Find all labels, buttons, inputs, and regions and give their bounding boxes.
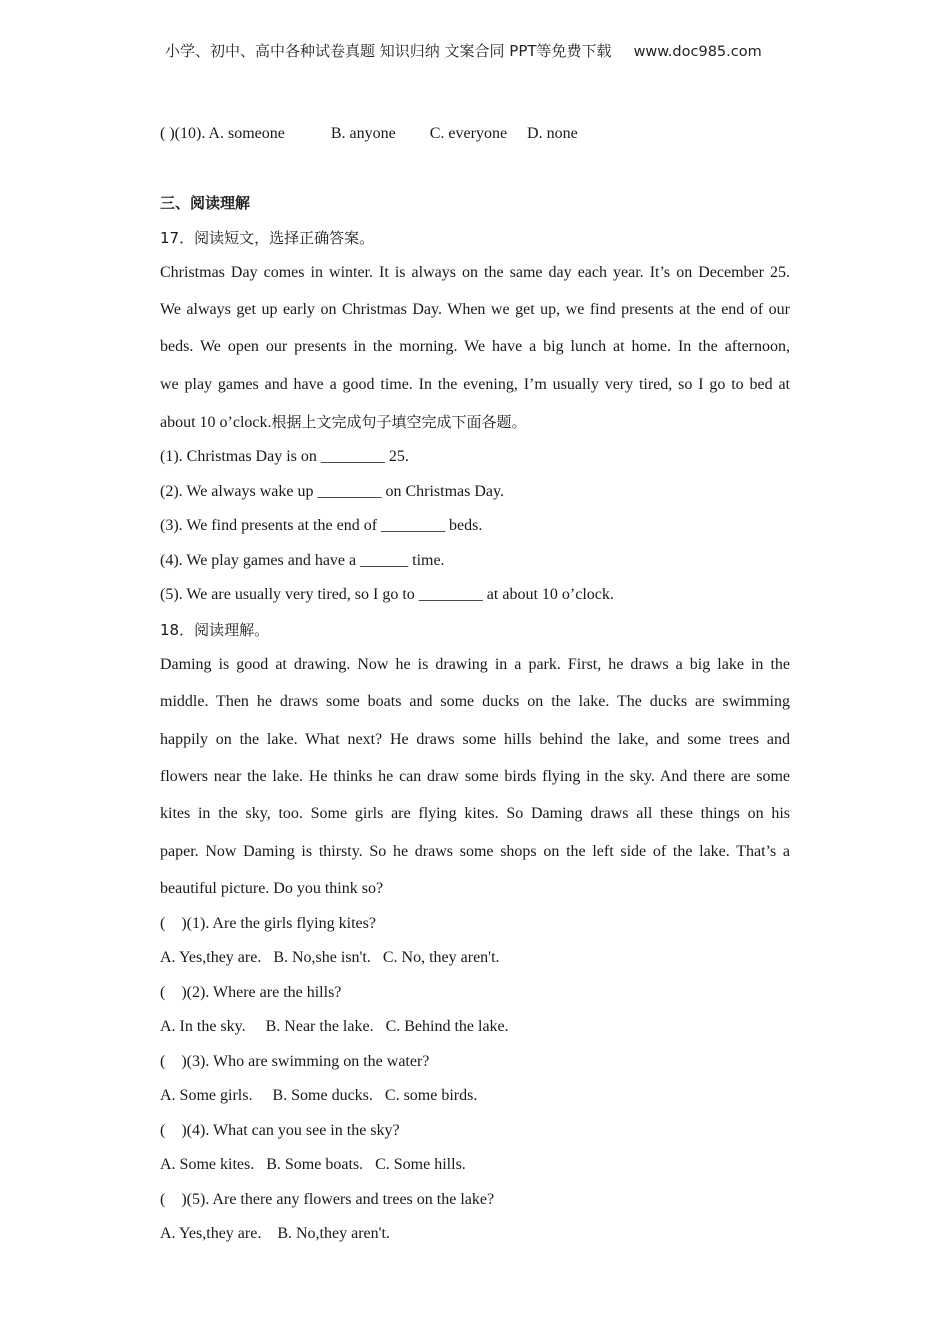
q18-question: ( )(4). What can you see in the sky?: [160, 1122, 400, 1139]
q17-passage-end: about 10 o’clock.: [160, 414, 272, 431]
q18-passage-last-line: beautiful picture. Do you think so?: [160, 880, 384, 897]
q17-item: (2). We always wake up ________ on Christmas Day.: [160, 483, 504, 500]
header-text: 小学、初中、高中各种试卷真题 知识归纳 文案合同 PPT等免费下载: [165, 42, 612, 60]
q18-passage-line: paper. Now Daming is thirsty. So he draws some shops on the left side of the lake. That’s a: [160, 843, 790, 860]
q18-options: A. Some kites. B. Some boats. C. Some hills.: [160, 1156, 466, 1173]
q17-passage-line: We always get up early on Christmas Day. When we get up, we find presents at the end of our: [160, 301, 790, 318]
q17-item: (5). We are usually very tired, so I go to ________ at about 10 o’clock.: [160, 586, 614, 603]
q10-option-d: D. none: [527, 125, 578, 142]
q18-passage-line: happily on the lake. What next? He draws some hills behind the lake, and some trees and: [160, 731, 790, 748]
q17-title: 17．阅读短文，选择正确答案。: [160, 229, 375, 247]
q18-options: A. Some girls. B. Some ducks. C. some birds.: [160, 1087, 478, 1104]
q18-options: A. Yes,they are. B. No,they aren't.: [160, 1225, 390, 1242]
q18-options: A. In the sky. B. Near the lake. C. Behind the lake.: [160, 1018, 509, 1035]
q10-option-a: ( )(10). A. someone: [160, 125, 285, 142]
q18-passage-line: middle. Then he draws some boats and some ducks on the lake. The ducks are swimming: [160, 693, 790, 710]
q17-item: (1). Christmas Day is on ________ 25.: [160, 448, 409, 465]
section-title: 三、阅读理解: [160, 194, 251, 212]
q18-passage-line: flowers near the lake. He thinks he can draw some birds flying in the sky. And there are some: [160, 768, 790, 785]
q18-title: 18．阅读理解。: [160, 621, 270, 639]
q17-passage-line: we play games and have a good time. In the evening, I’m usually very tired, so I go to bed at: [160, 376, 790, 393]
q18-question: ( )(3). Who are swimming on the water?: [160, 1053, 430, 1070]
q17-instruction: 根据上文完成句子填空完成下面各题。: [271, 413, 527, 431]
q18-options: A. Yes,they are. B. No,she isn't. C. No, they aren't.: [160, 949, 500, 966]
header-site-link[interactable]: www.doc985.com: [633, 44, 762, 60]
q18-passage-line: Daming is good at drawing. Now he is drawing in a park. First, he draws a big lake in the: [160, 656, 790, 673]
q10-line: [160, 124, 790, 144]
q17-passage-line: beds. We open our presents in the morning. We have a big lunch at home. In the afternoon,: [160, 338, 790, 355]
page-header: [165, 40, 805, 61]
q17-passage-last-line: [160, 412, 790, 433]
q17-item: (3). We find presents at the end of ________ beds.: [160, 517, 483, 534]
q10-option-b: B. anyone: [330, 125, 396, 142]
q18-passage-line: kites in the sky, too. Some girls are flying kites. So Daming draws all these things on his: [160, 805, 790, 822]
q17-item: (4). We play games and have a ______ time.: [160, 552, 445, 569]
q17-passage-line: Christmas Day comes in winter. It is always on the same day each year. It’s on December 25.: [160, 264, 790, 281]
q18-question: ( )(1). Are the girls flying kites?: [160, 915, 376, 932]
q18-question: ( )(2). Where are the hills?: [160, 984, 342, 1001]
q10-option-c: C. everyone: [429, 125, 508, 142]
q18-question: ( )(5). Are there any flowers and trees on the lake?: [160, 1191, 495, 1208]
